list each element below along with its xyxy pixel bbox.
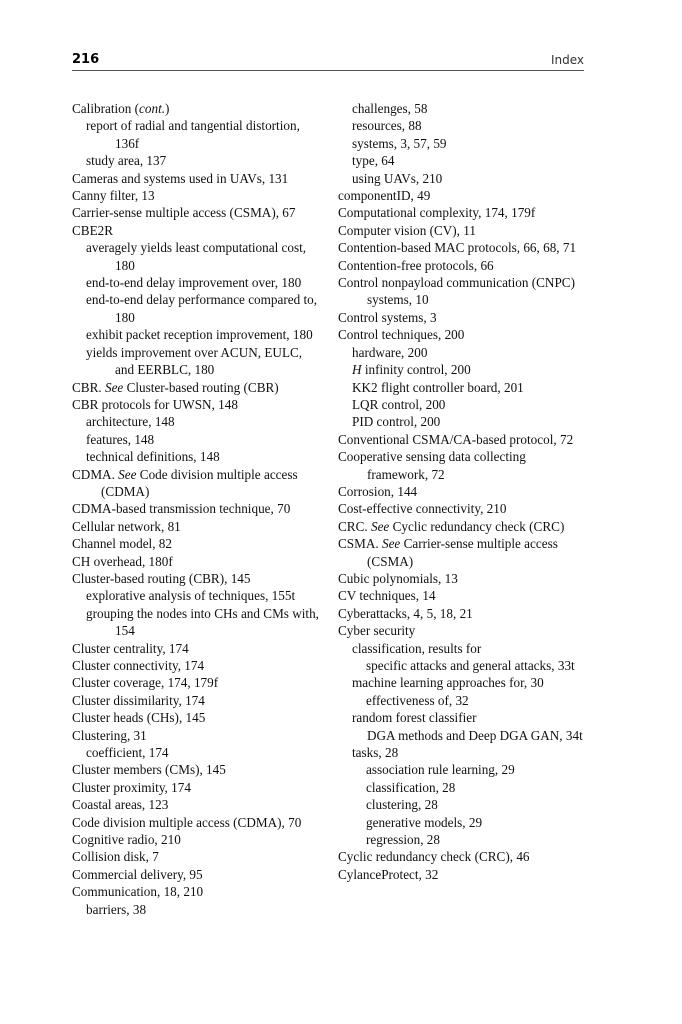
- index-entry: Cluster heads (CHs), 145: [72, 710, 206, 726]
- index-entry: DGA methods and Deep DGA GAN, 34t: [367, 727, 583, 743]
- entry-italic: See: [370, 518, 390, 534]
- index-entry: Computer vision (CV), 11: [338, 222, 476, 238]
- index-entry: CH overhead, 180f: [72, 553, 173, 569]
- entry-head: CDMA.: [72, 466, 119, 482]
- index-entry: Commercial delivery, 95: [72, 866, 203, 882]
- index-entry: type, 64: [352, 153, 395, 169]
- entry-italic: H: [352, 362, 362, 378]
- index-entry: Coastal areas, 123: [72, 797, 169, 813]
- index-entry: Contention-based MAC protocols, 66, 68, 71: [338, 240, 577, 256]
- index-entry: [338, 518, 586, 535]
- index-entry: random forest classifier: [352, 710, 477, 726]
- entry-italic: See: [118, 466, 137, 482]
- index-entry: generative models, 29: [366, 814, 483, 830]
- index-entry: Control systems, 3: [338, 309, 437, 325]
- entry-tail: ): [165, 101, 170, 116]
- index-entry: coefficient, 174: [86, 745, 169, 761]
- entry-italic: See: [381, 536, 401, 552]
- index-entry: Cellular network, 81: [72, 518, 181, 534]
- index-entry: Cost-effective connectivity, 210: [338, 501, 507, 517]
- index-entry: Cluster proximity, 174: [72, 779, 191, 795]
- index-entry: study area, 137: [86, 153, 167, 169]
- index-entry: Corrosion, 144: [338, 483, 418, 499]
- index-entry: Cluster-based routing (CBR), 145: [72, 570, 251, 586]
- index-entry: clustering, 28: [366, 797, 438, 813]
- index-entry: Cameras and systems used in UAVs, 131: [72, 170, 289, 186]
- entry-italic: See: [104, 379, 124, 395]
- index-entry: Cubic polynomials, 13: [338, 570, 458, 586]
- index-entry: architecture, 148: [86, 414, 175, 430]
- index-entry: [72, 466, 324, 501]
- index-entry: using UAVs, 210: [352, 170, 443, 186]
- index-entry: CylanceProtect, 32: [338, 866, 439, 882]
- index-entry: Carrier-sense multiple access (CSMA), 67: [72, 205, 296, 221]
- index-entry: Cyclic redundancy check (CRC), 46: [338, 849, 530, 865]
- header-rule: [72, 70, 584, 71]
- index-column-left: [72, 100, 324, 918]
- index-entry: grouping the nodes into CHs and CMs with, 154: [86, 605, 319, 639]
- index-entry: end-to-end delay improvement over, 180: [86, 275, 302, 291]
- page-header: [72, 52, 584, 70]
- index-entry: technical definitions, 148: [86, 449, 220, 465]
- index-entry: Collision disk, 7: [72, 849, 159, 865]
- index-entry: classification, results for: [352, 640, 482, 656]
- index-entry: Communication, 18, 210: [72, 884, 204, 900]
- index-entry: [72, 379, 324, 396]
- index-entry: barriers, 38: [86, 901, 147, 917]
- index-entry: Channel model, 82: [72, 536, 172, 552]
- index-entry: KK2 flight controller board, 201: [352, 379, 524, 395]
- index-entry: Contention-free protocols, 66: [338, 257, 494, 273]
- index-entry: challenges, 58: [352, 101, 428, 116]
- index-entry: classification, 28: [366, 779, 456, 795]
- index-entry: Cluster members (CMs), 145: [72, 762, 226, 778]
- index-entry: resources, 88: [352, 118, 422, 134]
- index-entry: CBR protocols for UWSN, 148: [72, 396, 238, 412]
- index-entry: Cluster dissimilarity, 174: [72, 692, 205, 708]
- index-entry: Control nonpayload communication (CNPC) systems, 10: [338, 275, 575, 308]
- entry-head: CRC.: [338, 518, 371, 534]
- entry-tail: Cluster-based routing (CBR): [123, 379, 279, 395]
- entry-tail: infinity control, 200: [361, 362, 471, 378]
- entry-tail: Code division multiple access (CDMA): [101, 466, 298, 499]
- index-entry: Computational complexity, 174, 179f: [338, 205, 536, 221]
- index-entry: Cyber security: [338, 623, 416, 639]
- entry-tail: Carrier-sense multiple access (CSMA): [367, 536, 558, 569]
- index-column-right: [338, 100, 586, 883]
- index-entry: Cluster coverage, 174, 179f: [72, 675, 219, 691]
- index-entry: exhibit packet reception improvement, 180: [86, 327, 313, 343]
- index-entry: CV techniques, 14: [338, 588, 436, 604]
- index-entry: regression, 28: [366, 832, 440, 848]
- index-entry: [338, 361, 586, 378]
- index-entry: end-to-end delay performance compared to, 180: [86, 292, 318, 325]
- index-entry: report of radial and tangential distortion, 136f: [86, 118, 300, 151]
- index-entry: yields improvement over ACUN, EULC, and EERBLC, 180: [86, 344, 303, 378]
- index-entry: componentID, 49: [338, 188, 431, 204]
- running-head: Index: [550, 53, 584, 67]
- index-entry: CDMA-based transmission technique, 70: [72, 501, 291, 517]
- index-entry: Cluster connectivity, 174: [72, 658, 205, 673]
- index-entry: systems, 3, 57, 59: [352, 135, 447, 151]
- index-entry: Cluster centrality, 174: [72, 640, 189, 656]
- index-entry: hardware, 200: [352, 344, 428, 360]
- entry-head: Calibration (: [72, 101, 140, 116]
- index-entry: machine learning approaches for, 30: [352, 675, 544, 691]
- index-entry: effectiveness of, 32: [366, 692, 469, 708]
- index-entry: LQR control, 200: [352, 396, 446, 412]
- page-number: 216: [72, 52, 100, 67]
- index-entry: association rule learning, 29: [366, 762, 515, 778]
- index-entry: Canny filter, 13: [72, 188, 155, 204]
- entry-italic: cont.: [139, 101, 166, 116]
- index-entry: features, 148: [86, 431, 155, 447]
- index-entry: Code division multiple access (CDMA), 70: [72, 814, 302, 830]
- index-entry: Cooperative sensing data collecting framework, 72: [338, 449, 526, 482]
- index-entry: Cyberattacks, 4, 5, 18, 21: [338, 605, 473, 621]
- entry-tail: Cyclic redundancy check (CRC): [389, 518, 565, 534]
- index-entry: CBE2R: [72, 222, 114, 238]
- index-entry: specific attacks and general attacks, 33t: [366, 658, 575, 673]
- index-entry: [338, 535, 586, 570]
- index-entry: Cognitive radio, 210: [72, 832, 181, 848]
- index-entry: Clustering, 31: [72, 727, 147, 743]
- index-entry: Conventional CSMA/CA-based protocol, 72: [338, 431, 574, 447]
- entry-head: CSMA.: [338, 536, 382, 552]
- index-entry: tasks, 28: [352, 745, 399, 761]
- index-entry: averagely yields least computational cost, 180: [86, 240, 307, 273]
- index-entry: explorative analysis of techniques, 155t: [86, 588, 296, 604]
- entry-head: CBR.: [72, 379, 105, 395]
- index-entry: [72, 100, 324, 117]
- index-entry: PID control, 200: [352, 414, 441, 430]
- index-entry: Control techniques, 200: [338, 327, 465, 343]
